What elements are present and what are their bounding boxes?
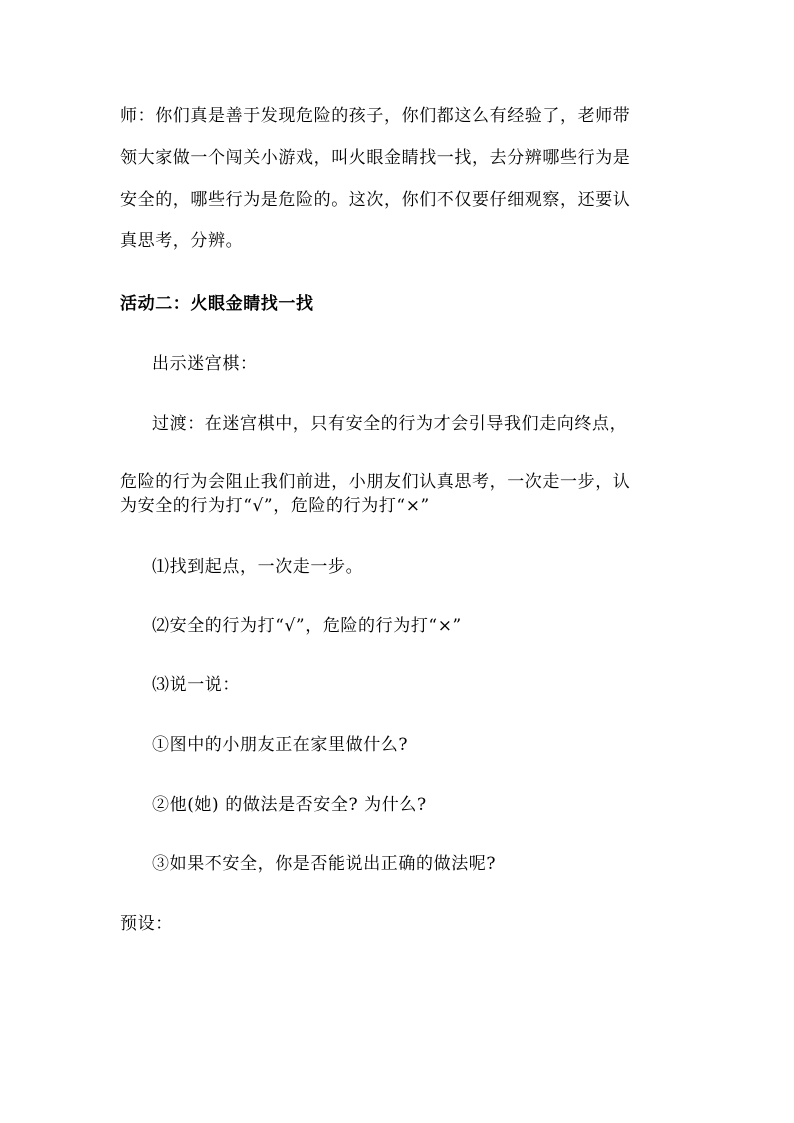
paragraph-line: 真思考，分辨。 — [120, 231, 244, 251]
step-item: ⑶说一说： — [152, 675, 240, 695]
show-maze-text: 出示迷宫棋： — [152, 354, 258, 374]
transition-line: 为安全的行为打“√”，危险的行为打“×” — [120, 496, 430, 516]
step-item: ⑴找到起点，一次走一步。 — [152, 557, 364, 577]
preset-label: 预设： — [120, 914, 173, 934]
transition-line: 过渡：在迷宫棋中，只有安全的行为才会引导我们走向终点， — [152, 414, 628, 434]
paragraph-line: 领大家做一个闯关小游戏，叫火眼金睛找一找，去分辨哪些行为是 — [120, 148, 631, 168]
question-item: ②他(她) 的做法是否安全? 为什么? — [152, 795, 427, 815]
paragraph-line: 师：你们真是善于发现危险的孩子，你们都这么有经验了，老师带 — [120, 106, 631, 126]
question-item: ①图中的小朋友正在家里做什么? — [152, 735, 409, 755]
question-item: ③如果不安全，你是否能说出正确的做法呢? — [152, 854, 497, 874]
step-item: ⑵安全的行为打“√”，危险的行为打“×” — [152, 616, 462, 636]
section-heading: 活动二：火眼金睛找一找 — [120, 294, 314, 314]
transition-line: 危险的行为会阻止我们前进，小朋友们认真思考，一次走一步，认 — [120, 472, 631, 492]
paragraph-line: 安全的，哪些行为是危险的。这次，你们不仅要仔细观察，还要认 — [120, 190, 631, 210]
